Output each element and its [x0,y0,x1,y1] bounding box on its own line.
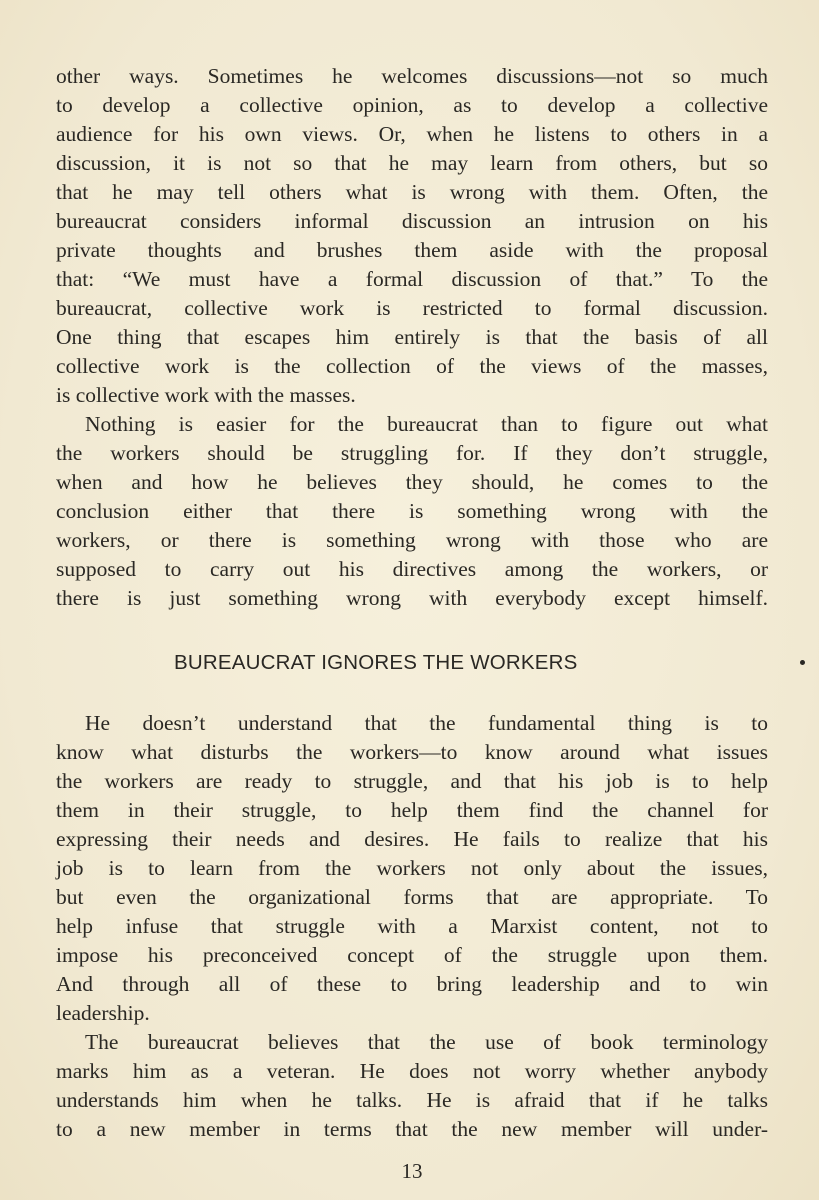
text-line: The bureaucrat believes that the use of book terminology [85,1030,768,1054]
text-line: to develop a collective opinion, as to develop a collective [56,93,768,117]
text-line: collective work is the collection of the views of the masses, [56,354,768,378]
text-line: help infuse that struggle with a Marxist content, not to [56,914,768,938]
text-line: the workers are ready to struggle, and that his job is to help [56,769,768,793]
text-line: discussion, it is not so that he may learn from others, but so [56,151,768,175]
text-line: job is to learn from the workers not only about the issues, [56,856,768,880]
text-line: but even the organizational forms that are appropriate. To [56,885,768,909]
text-line: bureaucrat considers informal discussion an intrusion on his [56,209,768,233]
text-line: audience for his own views. Or, when he listens to others in a [56,122,768,146]
text-line: conclusion either that there is something wrong with the [56,499,768,523]
text-line: the workers should be struggling for. If they don’t struggle, [56,441,768,465]
text-line: workers, or there is something wrong with those who are [56,528,768,552]
text-line: expressing their needs and desires. He fails to realize that his [56,827,768,851]
text-line: that: “We must have a formal discussion of that.” To the [56,267,768,291]
page-number: 13 [401,1159,423,1183]
text-line: marks him as a veteran. He does not worry whether anybody [56,1059,768,1083]
text-line: understands him when he talks. He is afraid that if he talks [56,1088,768,1112]
text-line: there is just something wrong with everybody except himself. [56,586,768,610]
margin-mark [800,660,805,665]
text-line: impose his preconceived concept of the struggle upon them. [56,943,768,967]
section-heading: BUREAUCRAT IGNORES THE WORKERS [174,651,578,674]
text-line: supposed to carry out his directives among the workers, or [56,557,768,581]
text-line: to a new member in terms that the new member will under- [56,1117,768,1141]
text-line: bureaucrat, collective work is restricted to formal discussion. [56,296,768,320]
text-line: other ways. Sometimes he welcomes discussions—not so much [56,64,768,88]
text-line: private thoughts and brushes them aside with the proposal [56,238,768,262]
text-line: He doesn’t understand that the fundamental thing is to [85,711,768,735]
text-line: And through all of these to bring leadership and to win [56,972,768,996]
text-line: One thing that escapes him entirely is that the basis of all [56,325,768,349]
text-line: that he may tell others what is wrong with them. Often, the [56,180,768,204]
text-line: is collective work with the masses. [56,383,356,407]
text-line: know what disturbs the workers—to know around what issues [56,740,768,764]
text-line: Nothing is easier for the bureaucrat than to figure out what [85,412,768,436]
text-line: when and how he believes they should, he comes to the [56,470,768,494]
text-line: leadership. [56,1001,150,1025]
text-line: them in their struggle, to help them find the channel for [56,798,768,822]
